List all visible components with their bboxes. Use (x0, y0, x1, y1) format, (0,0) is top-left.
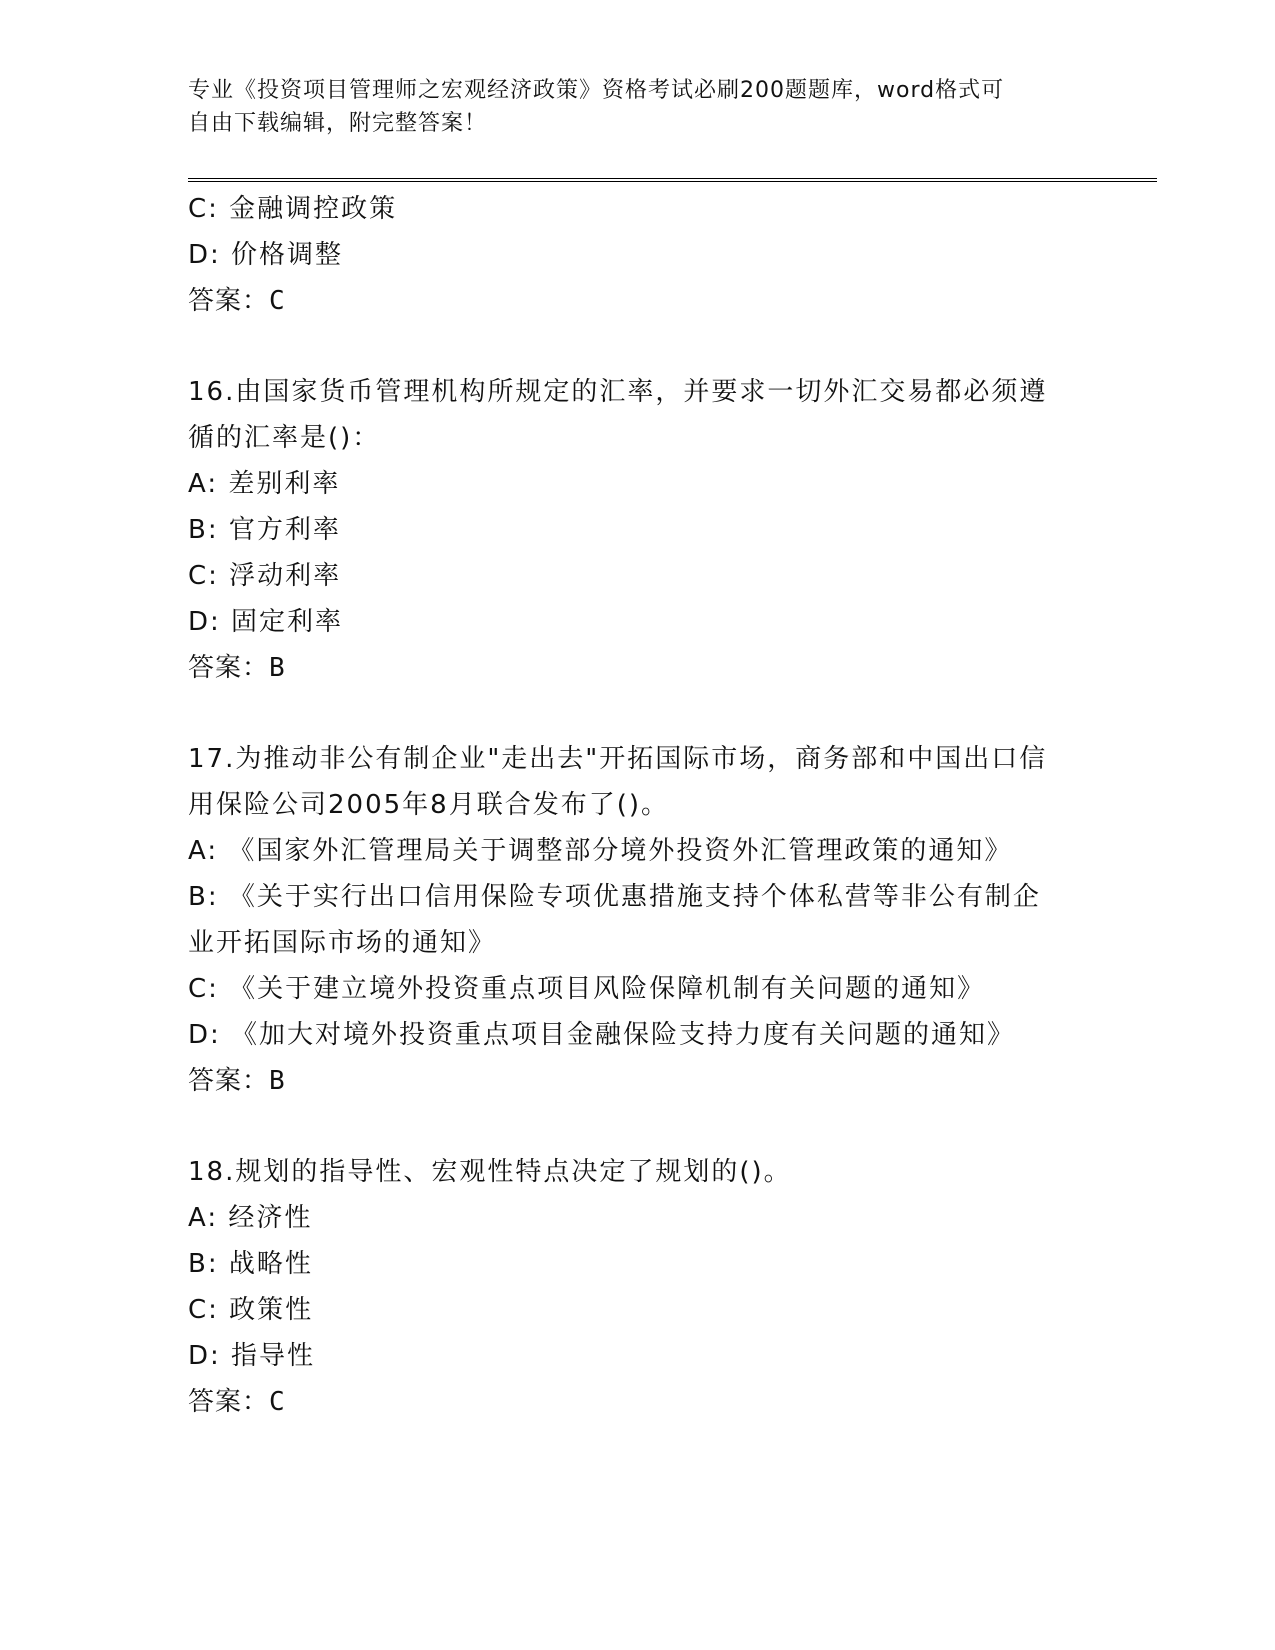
question-stem-continued: 用保险公司2005年8月联合发布了()。 (188, 790, 669, 820)
option-a: A: 经济性 (188, 1203, 313, 1233)
option-d: D: 价格调整 (188, 240, 344, 270)
question-16 (188, 369, 1088, 691)
option-d: D: 指导性 (188, 1341, 316, 1371)
spacer (188, 691, 1088, 736)
option-b-continued: 业开拓国际市场的通知》 (188, 928, 497, 958)
option-b: B: 官方利率 (188, 515, 341, 545)
header-line-1: 专业《投资项目管理师之宏观经济政策》资格考试必刷200题题库，word格式可 (188, 78, 1005, 103)
question-stem: 18.规划的指导性、宏观性特点决定了规划的()。 (188, 1157, 792, 1187)
answer: 答案：C (188, 1387, 286, 1417)
document-header (188, 74, 1088, 140)
answer: 答案：B (188, 653, 286, 683)
header-divider (188, 178, 1157, 182)
question-stem: 17.为推动非公有制企业"走出去"开拓国际市场，商务部和中国出口信 (188, 744, 1048, 774)
question-stem-continued: 循的汇率是()： (188, 423, 381, 453)
previous-question-tail (188, 186, 1088, 324)
option-d: D: 《加大对境外投资重点项目金融保险支持力度有关问题的通知》 (188, 1020, 1016, 1050)
option-a: A: 《国家外汇管理局关于调整部分境外投资外汇管理政策的通知》 (188, 836, 1013, 866)
option-a: A: 差别利率 (188, 469, 341, 499)
question-18 (188, 1149, 1088, 1425)
spacer (188, 1104, 1088, 1149)
option-c: C: 政策性 (188, 1295, 314, 1325)
spacer (188, 324, 1088, 369)
option-d: D: 固定利率 (188, 607, 344, 637)
answer: 答案：B (188, 1066, 286, 1096)
option-c: C: 《关于建立境外投资重点项目风险保障机制有关问题的通知》 (188, 974, 986, 1004)
option-c: C: 金融调控政策 (188, 194, 398, 224)
answer: 答案：C (188, 286, 286, 316)
question-17 (188, 736, 1088, 1104)
header-line-2: 自由下载编辑，附完整答案！ (188, 111, 488, 136)
option-c: C: 浮动利率 (188, 561, 342, 591)
option-b: B: 战略性 (188, 1249, 313, 1279)
option-b: B: 《关于实行出口信用保险专项优惠措施支持个体私营等非公有制企 (188, 882, 1041, 912)
question-stem: 16.由国家货币管理机构所规定的汇率，并要求一切外汇交易都必须遵 (188, 377, 1048, 407)
document-body (188, 186, 1088, 1425)
